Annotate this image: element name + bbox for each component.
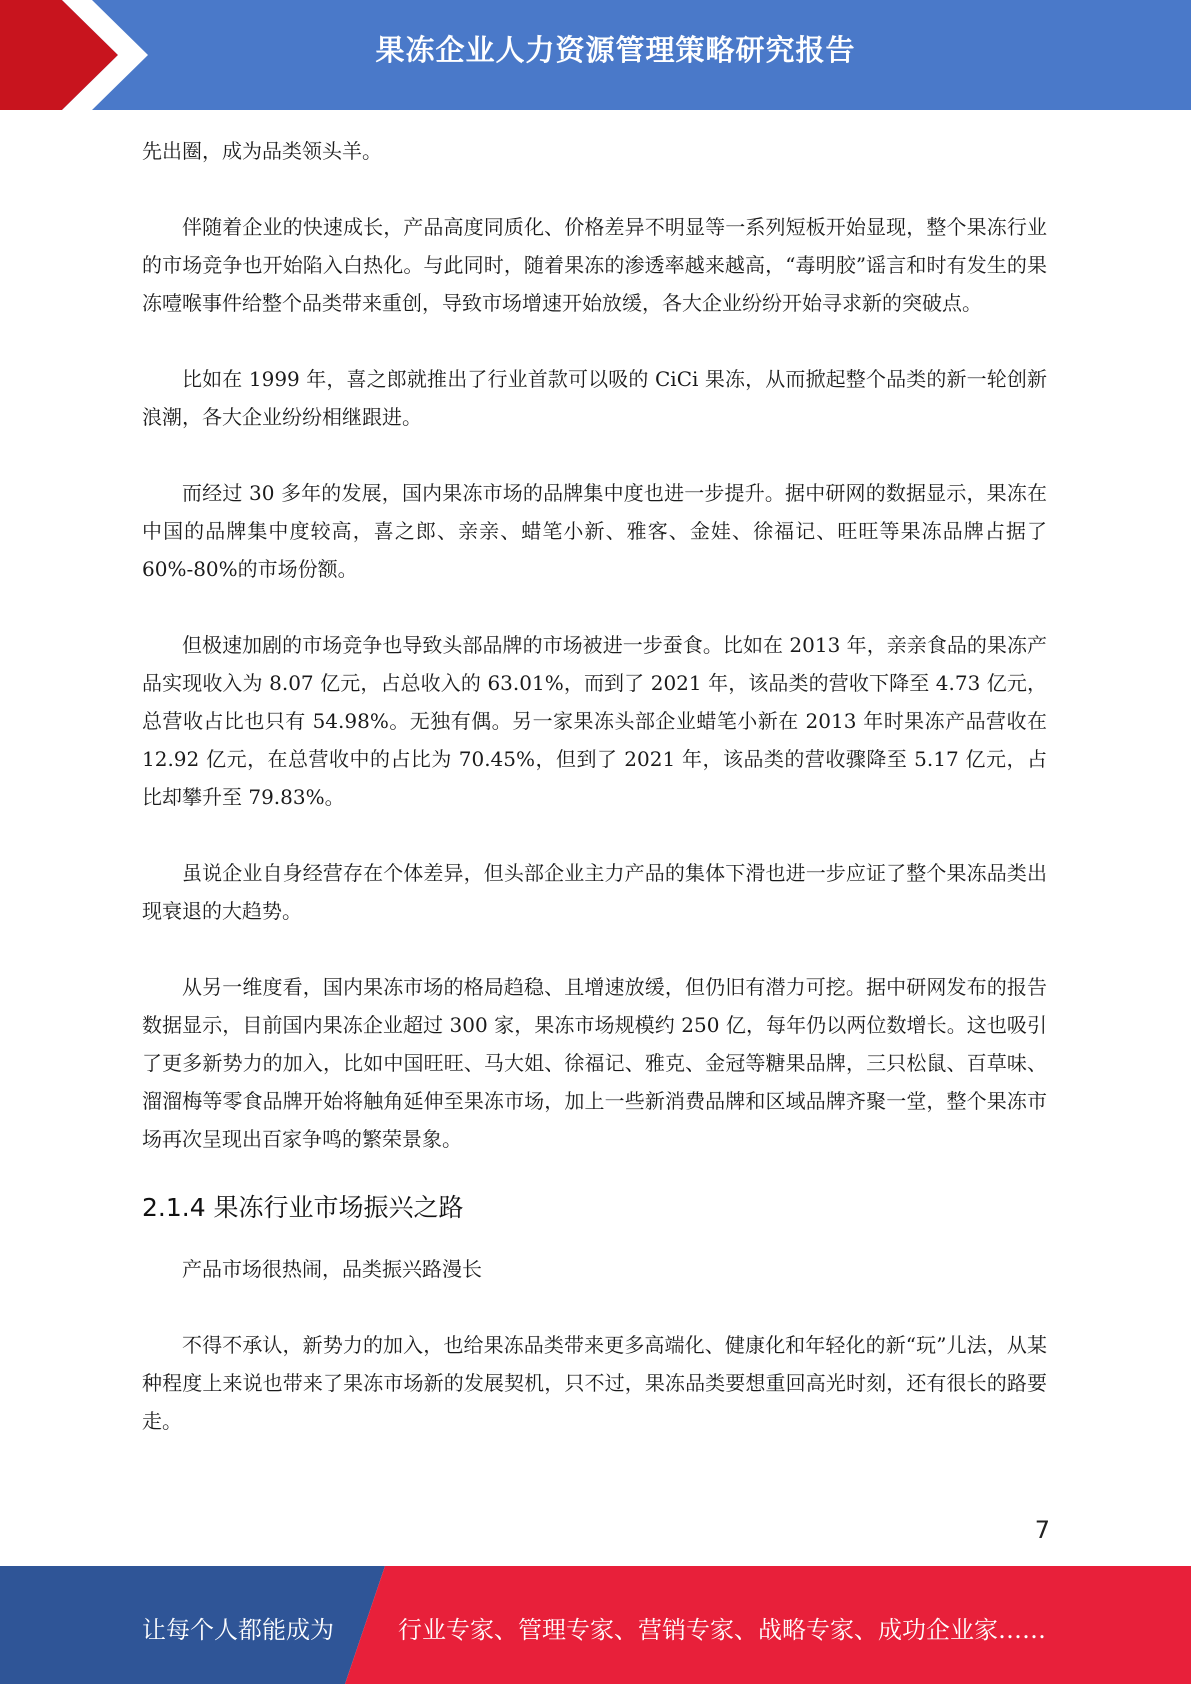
section-paragraph: 不得不承认，新势力的加入，也给果冻品类带来更多高端化、健康化和年轻化的新“玩”儿法，从某种程度上来说也带来了果冻市场新的发展契机，只不过，果冻品类要想重回高光时刻，还有很长的路要走。 [142, 1333, 1047, 1433]
report-title: 果冻企业人力资源管理策略研究报告 [375, 33, 856, 67]
paragraph-7: 从另一维度看，国内果冻市场的格局趋稳、且增速放缓，但仍旧有潜力可挖。据中研网发布的报告数据显示，目前国内果冻企业超过 300 家，果冻市场规模约 250 亿，每年仍以两位数增长。这也吸引了更多新势力的加入，比如中国旺旺、马大姐、徐福记、雅克、金冠等糖果品牌，三只松鼠、百草味、溜溜梅等零食品牌开始将触角延伸至果冻市场，加上一些新消费品牌和区域品牌齐聚一堂，整个果冻市场再次呈现出百家争鸣的繁荣景象。 [142, 975, 1047, 1151]
paragraph-1: 先出圈，成为品类领头羊。 [142, 139, 382, 163]
paragraph-5: 但极速加剧的市场竞争也导致头部品牌的市场被进一步蚕食。比如在 2013 年，亲亲食品的果冻产品实现收入为 8.07 亿元，占总收入的 63.01%，而到了 2021 年，该品类的营收下降至 4.73 亿元，总营收占比也只有 54.98%。无独有偶。另一家果冻头部企业蜡笔小新在 2013 年时果冻产品营收在 12.92 亿元，在总营收中的占比为 70.45%，但到了 2021 年，该品类的营收骤降至 5.17 亿元，占比却攀升至 79.83%。 [142, 633, 1047, 809]
paragraph-6: 虽说企业自身经营存在个体差异，但头部企业主力产品的集体下滑也进一步应证了整个果冻品类出现衰退的大趋势。 [142, 861, 1047, 923]
page-body [142, 132, 1047, 1440]
paragraph-2: 伴随着企业的快速成长，产品高度同质化、价格差异不明显等一系列短板开始显现，整个果冻行业的市场竞争也开始陷入白热化。与此同时，随着果冻的渗透率越来越高，“毒明胶”谣言和时有发生的果冻噎喉事件给整个品类带来重创，导致市场增速开始放缓，各大企业纷纷开始寻求新的突破点。 [142, 215, 1047, 315]
page-number: 7 [1034, 1516, 1050, 1544]
footer-slogan-left: 让每个人都能成为 [142, 1616, 334, 1644]
page-header [0, 0, 1191, 110]
section-heading: 2.1.4 果冻行业市场振兴之路 [142, 1193, 464, 1222]
paragraph-4: 而经过 30 多年的发展，国内果冻市场的品牌集中度也进一步提升。据中研网的数据显示，果冻在中国的品牌集中度较高，喜之郎、亲亲、蜡笔小新、雅客、金娃、徐福记、旺旺等果冻品牌占据了 60%-80%的市场份额。 [142, 481, 1047, 581]
section-subtitle: 产品市场很热闹，品类振兴路漫长 [182, 1257, 482, 1281]
page-footer [0, 1566, 1191, 1684]
paragraph-3: 比如在 1999 年，喜之郎就推出了行业首款可以吸的 CiCi 果冻，从而掀起整个品类的新一轮创新浪潮，各大企业纷纷相继跟进。 [142, 367, 1047, 429]
footer-slogan-right: 行业专家、管理专家、营销专家、战略专家、成功企业家…… [398, 1616, 1046, 1644]
